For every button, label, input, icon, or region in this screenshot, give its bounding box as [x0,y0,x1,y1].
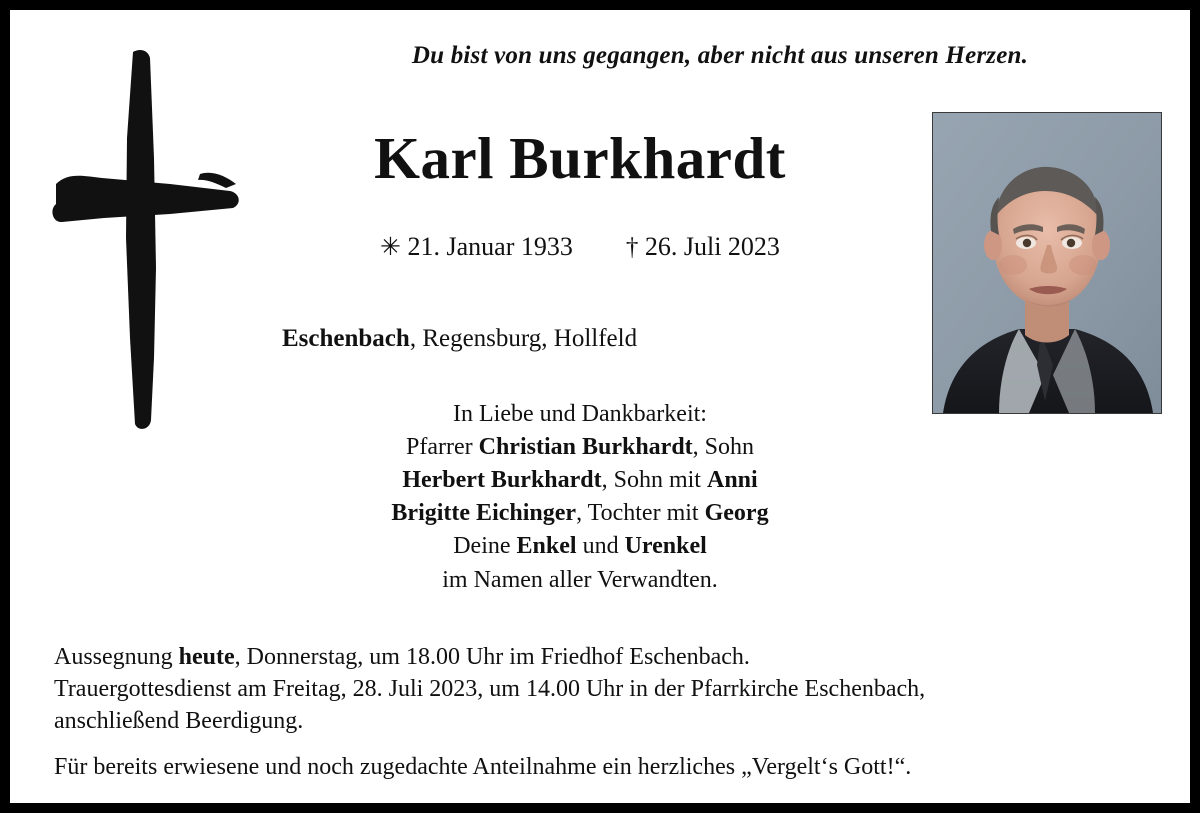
family-line-bold2: Georg [704,500,769,527]
birth-symbol-icon: ✳ [380,234,401,261]
family-line-bold1: Brigitte Eichinger [391,500,577,527]
family-line-bold1: Enkel [516,533,577,560]
family-line-mid: , Tochter mit [576,500,705,527]
notice-line-4: Für bereits erwiesene und noch zugedachte Anteilnahme ein herzliches „Vergelt‘s Gott!“. [54,753,912,780]
death-date: 26. Juli 2023 [644,232,780,261]
notice-line-1-post: , Donnerstag, um 18.00 Uhr im Friedhof Eschenbach. [234,644,750,670]
family-line-mid: , Sohn mit [601,467,707,494]
family-line [260,497,900,530]
family-line-bold2: Urenkel [624,533,707,560]
deceased-name: Karl Burkhardt [374,125,786,191]
notice-line-2: Trauergottesdienst am Freitag, 28. Juli 2023, um 14.00 Uhr in der Pfarrkirche Eschenbach, [54,675,926,702]
family-line: im Namen aller Verwandten. [442,566,718,593]
notice-line-1-bold: heute [178,644,235,670]
life-dates [260,232,900,262]
notice-line-1 [54,642,1164,674]
family-line-mid: und [576,533,625,560]
places-line [282,325,922,353]
birth-date: 21. Januar 1933 [407,232,573,261]
cross-icon [50,38,250,438]
notice-line-1-pre: Aussegnung [54,644,179,670]
portrait-photo [932,112,1162,414]
family-line-prefix: Pfarrer [405,434,479,461]
family-line [260,530,900,563]
family-line-bold1: Herbert Burkhardt [402,467,602,494]
family-line [260,431,900,464]
obituary-frame [8,8,1192,805]
family-line [260,464,900,497]
family-line-mid: , Sohn [692,434,755,461]
service-notices [54,642,1164,784]
place-rest: , Regensburg, Hollfeld [409,325,638,352]
family-block [260,398,900,597]
place-primary: Eschenbach [282,325,410,352]
motto-text: Du bist von uns gegangen, aber nicht aus unseren Herzen. [411,42,1029,69]
family-intro: In Liebe und Dankbarkeit: [453,401,707,427]
family-line-prefix: Deine [453,533,517,560]
notice-line-3: anschließend Beerdigung. [54,707,304,734]
death-symbol-icon: † [625,234,639,261]
notice-spacer [54,738,1164,752]
family-line-bold2: Anni [706,467,758,494]
family-line-bold1: Christian Burkhardt [478,434,693,461]
